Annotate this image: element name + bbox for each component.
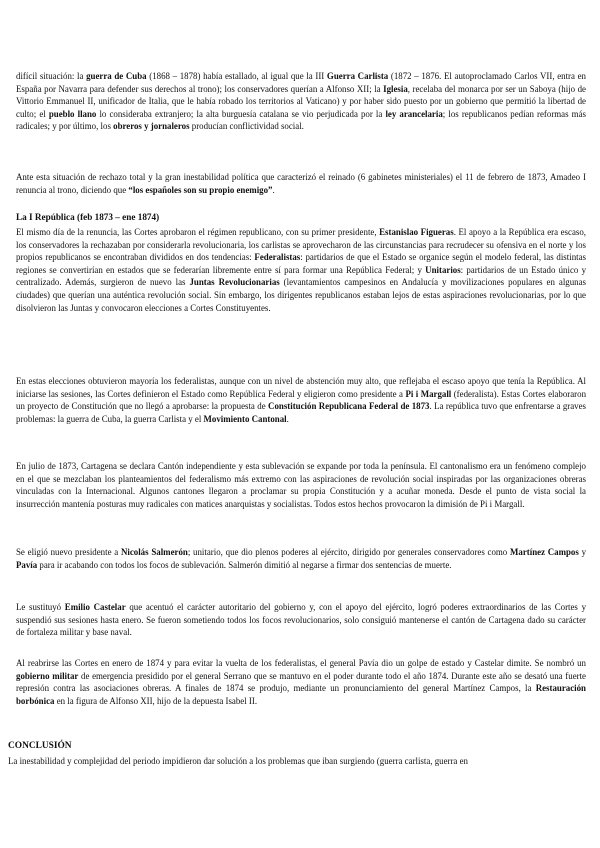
term-nicolas-salmeron: Nicolás Salmerón	[120, 547, 188, 557]
term-ley-arancelaria: ley arancelaria	[385, 108, 443, 119]
paragraph-conclusion: La inestabilidad y complejidad del periodo impidieron dar solución a los problemas que iban surgiendo (guerra carlista, guerra en	[8, 756, 468, 766]
term-martinez-campos: Martínez Campos	[510, 547, 579, 557]
term-pi-i-margall: Pi i Margall	[405, 388, 452, 399]
paragraph-cantonalism: En julio de 1873, Cartagena se declara Cantón independiente y esta sublevación se expande por toda la península. El cantonalismo era un fenómeno complejo en el que se mezclaban los planteamientos del federalismo más extremo con las aspiraciones de revolución social inspiradas por las organizaciones obreras vinculadas con la Internacional. Algunos cantones llegaron a proclamar su propia Constitución y a acuñar moneda. Desde el punto de vista social la insurrección mantenía posturas muy radicales con matices anarquistas y socialistas. Todos estos hechos provocaron la dimisión de Pi i Margall.	[16, 461, 586, 509]
paragraph-elections: En estas elecciones obtuvieron mayoría los federalistas, aunque con un nivel de abstención muy alto, que reflejaba el escaso apoyo que tenía la República. Al iniciarse las sesiones, las Cortes definieron el Estado como República Federal y eligieron como presidente a Pi i Margall (federalista). Estas Cortes elaboraron un proyecto de Constitución que no llegó a aprobarse: la propuesta de Constitución Republicana Federal de 1873. La república tuvo que enfrentarse a graves problemas: la guerra de Cuba, la guerra Carlista y el Movimiento Cantonal.	[16, 376, 587, 424]
term-federalistas: Federalistas	[254, 252, 301, 263]
term-restauracion-borbonica: Restauración borbónica	[16, 683, 586, 706]
term-pavia: Pavía	[16, 559, 38, 570]
term-constitucion-1873: Constitución Republicana Federal de 1873	[268, 401, 430, 412]
term-movimiento-cantonal: Movimiento Cantonal	[203, 413, 287, 424]
term-estanislao-figueras: Estanislao Figueras	[379, 227, 454, 237]
term-emilio-castelar: Emilio Castelar	[64, 602, 126, 612]
quote-enemigo: “los españoles son su propio enemigo”	[128, 184, 273, 195]
paragraph-salmeron: Se eligió nuevo presidente a Nicolás Salmerón; unitario, que dio plenos poderes al ejército, dirigido por generales conservadores como Martínez Campos y Pavía para ir acabando con todos los focos de sublevación. Salmerón dimitió al negarse a firmar dos sentencias de muerte.	[16, 547, 587, 570]
paragraph-abdication: Ante esta situación de rechazo total y la gran inestabilidad política que caracterizó el reinado (6 gabinetes ministeriales) el 11 de febrero de 1873, Amadeo I renuncia al trono, diciendo que “los españoles son su propio enemigo”.	[16, 172, 586, 195]
term-pueblo-llano: pueblo llano	[48, 108, 97, 119]
paragraph-castelar: Le sustituyó Emilio Castelar que acentuó el carácter autoritario del gobierno y, con el apoyo del ejército, logró poderes extraordinarios de las Cortes y suspendió sus sesiones hasta enero. Se fueron sometiendo todos los focos revolucionarios, solo consiguió mantenerse el cantón de Cartagena dado su carácter de fortaleza militar y base naval.	[16, 602, 587, 638]
term-juntas-revolucionarias: Juntas Revolucionarias	[189, 277, 280, 288]
section-heading-conclusion: CONCLUSIÓN	[8, 741, 72, 751]
term-gobierno-militar: gobierno militar	[16, 670, 79, 681]
paragraph-restoration: Al reabrirse las Cortes en enero de 1874 y para evitar la vuelta de los federalistas, el general Pavía dio un golpe de estado y Castelar dimite. Se nombró un gobierno militar de emergencia presidido por el general Serrano que se mantuvo en el poder durante todo el año 1874. Durante este año se desató una fuerte represión contra las asociaciones obreras. A finales de 1874 se produjo, mediante un pronunciamiento del general Martínez Campos, la Restauración borbónica en la figura de Alfonso XII, hijo de la depuesta Isabel II.	[16, 658, 586, 706]
term-guerra-de-cuba: guerra de Cuba	[86, 71, 147, 81]
paragraph-republic-proclaimed: El mismo día de la renuncia, las Cortes aprobaron el régimen republicano, con su primer presidente, Estanislao Figueras. El apoyo a la República era escaso, los conservadores la rechazaban por considerarla revolucionaria, los carlistas se aprovecharon de las circunstancias para recrudecer su ofensiva en el norte y los propios republicanos se encontraban divididos en dos tendencias: Federalistas: partidarios de que el Estado se organice según el modelo federal, las distintas regiones se convertirían en estados que se federarían libremente entre sí para formar una República Federal; y Unitarios: partidarios de un Estado único y centralizado. Además, surgieron de nuevo las Juntas Revolucionarias (levantamientos campesinos en Andalucía y movilizaciones populares en algunas ciudades) que querían una auténtica revolución social. Sin embargo, los dirigentes republicanos estaban lejos de estas aspiraciones revolucionarias, por lo que disolvieron las Juntas y convocaron elecciones a Cortes Constituyentes.	[16, 227, 587, 313]
term-iglesia: Iglesia	[383, 83, 408, 94]
term-obreros-jornaleros: obreros y jornaleros	[113, 121, 190, 132]
paragraph-crisis-situation: difícil situación: la guerra de Cuba (1868 – 1878) había estallado, al igual que la III Guerra Carlista (1872 – 1876. El autoproclamado Carlos VII, entra en España por Navarra para defender sus derechos al trono); los conservadores querían a Alfonso XII; la Iglesia, recelaba del monarca por ser un Saboya (hijo de Vittorio Emmanuel II, unificador de Italia, que le había robado los territorios al Vaticano) y por haber sido puesto por un gobierno que permitió la libertad de culto; el pueblo llano lo consideraba extranjero; la alta burguesía catalana se vio perjudicada por la ley arancelaria; los republicanos pedían reformas más radicales; y por último, los obreros y jornaleros producían conflictividad social.	[16, 71, 586, 132]
term-unitarios: Unitarios	[425, 264, 461, 275]
section-heading-first-republic: La I República (feb 1873 – ene 1874)	[16, 212, 160, 222]
term-guerra-carlista: Guerra Carlista	[326, 71, 389, 81]
